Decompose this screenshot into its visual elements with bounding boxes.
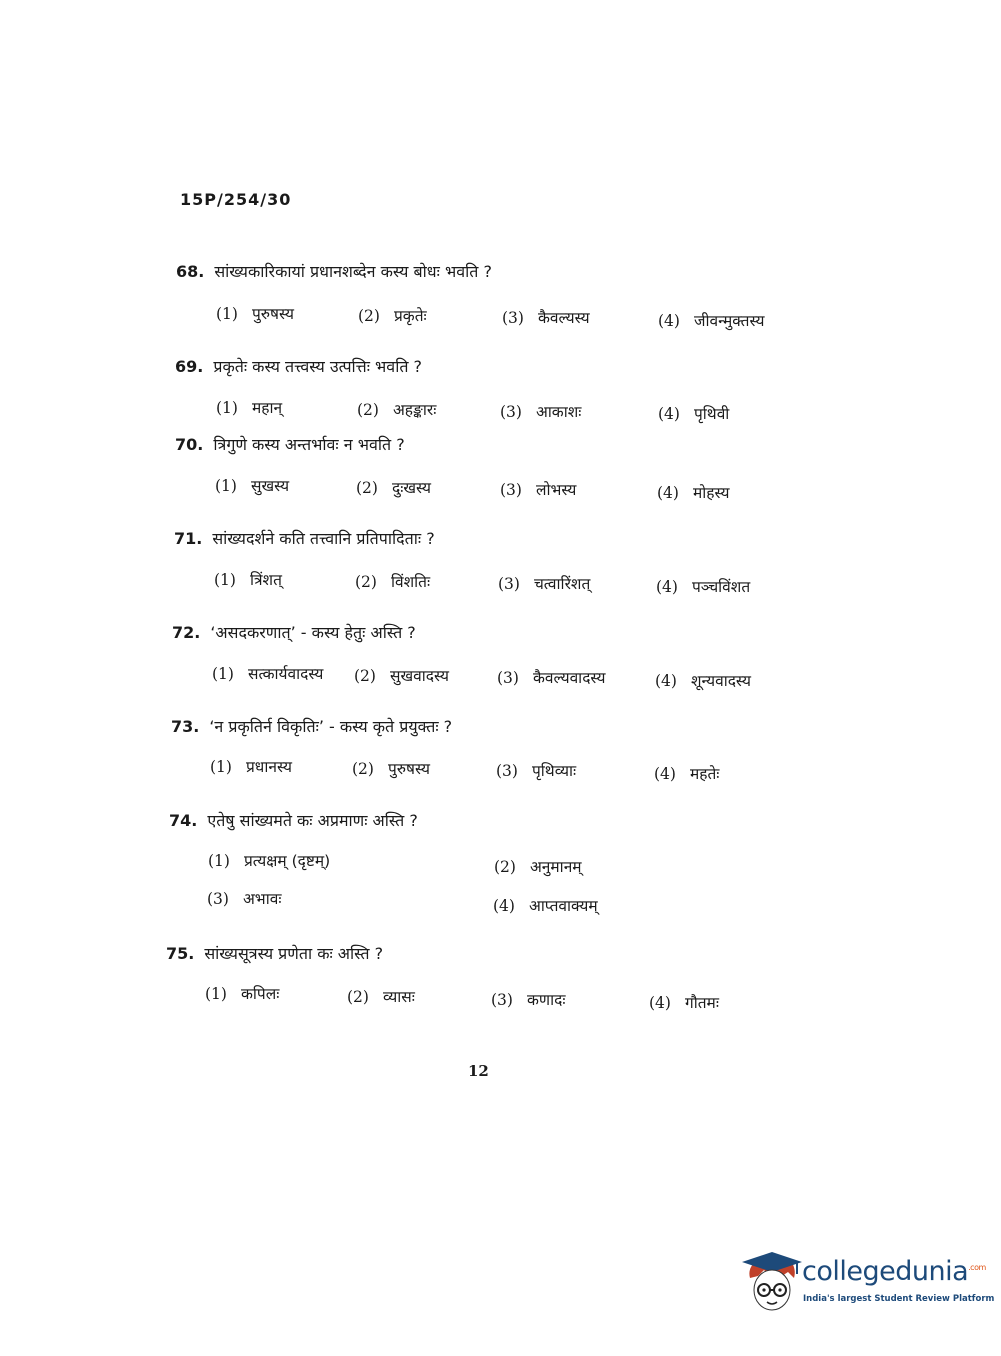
option-1 [205, 982, 279, 1004]
option-text: पुरुषस्य [251, 305, 295, 323]
question-body: सांख्यसूत्रस्य प्रणेता कः अस्ति ? [204, 944, 384, 963]
option-2 [347, 985, 415, 1007]
question-body: ‘न प्रकृतिर्न विकृतिः’ - कस्य कृते प्रयुक्तः ? [209, 717, 453, 736]
option-3 [500, 478, 576, 500]
question-number: 71. [174, 529, 203, 548]
option-number: (1) [214, 571, 236, 589]
option-text: दुःखस्य [391, 479, 432, 497]
option-3 [498, 572, 590, 594]
option-number: (1) [212, 665, 234, 683]
option-text: लोभस्य [535, 481, 577, 499]
paper-code: 15P/254/30 [180, 190, 292, 209]
option-number: (2) [358, 307, 380, 325]
option-number: (4) [658, 312, 680, 330]
option-number: (3) [497, 669, 519, 687]
option-1 [212, 662, 323, 684]
brand-suffix: .com [968, 1263, 986, 1272]
option-3 [497, 666, 605, 688]
question-body: ‘असदकरणात्’ - कस्य हेतुः अस्ति ? [210, 623, 416, 642]
option-number: (1) [205, 985, 227, 1003]
option-number: (2) [356, 479, 378, 497]
option-text: सत्कार्यवादस्य [247, 665, 324, 683]
option-text: चत्वारिंशत् [533, 575, 591, 593]
option-2 [357, 398, 436, 420]
option-1 [214, 568, 282, 590]
question-number: 69. [175, 357, 204, 376]
option-2 [352, 757, 430, 779]
question-number: 74. [169, 811, 198, 830]
question-text [169, 809, 418, 831]
option-text: मोहस्य [692, 484, 730, 502]
option-text: आप्तवाक्यम् [528, 897, 598, 915]
question-number: 75. [166, 944, 195, 963]
option-number: (3) [207, 890, 229, 908]
option-number: (1) [215, 477, 237, 495]
option-4 [658, 309, 764, 331]
option-text: महान् [251, 399, 283, 417]
question-text [171, 715, 452, 737]
option-number: (2) [355, 573, 377, 591]
option-2 [355, 570, 430, 592]
question-text [175, 355, 422, 377]
option-number: (3) [500, 403, 522, 421]
option-2 [494, 855, 582, 877]
option-number: (2) [494, 858, 516, 876]
option-3 [502, 306, 590, 328]
question-number: 72. [172, 623, 201, 642]
page-number: 12 [468, 1062, 489, 1080]
question-body: सांख्यदर्शने कति तत्त्वानि प्रतिपादिताः ? [212, 529, 435, 548]
option-number: (4) [649, 994, 671, 1012]
option-text: अहङ्कारः [392, 401, 437, 419]
brand-tagline: India's largest Student Review Platform [803, 1294, 995, 1304]
option-number: (2) [352, 760, 374, 778]
option-text: प्रकृतेः [393, 307, 427, 325]
option-number: (2) [354, 667, 376, 685]
option-number: (4) [654, 765, 676, 783]
question-text [175, 433, 405, 455]
question-text [174, 527, 435, 549]
option-text: व्यासः [382, 988, 415, 1006]
option-number: (1) [216, 399, 238, 417]
option-4 [656, 575, 750, 597]
option-text: सुखवादस्य [389, 667, 450, 685]
question-body: प्रकृतेः कस्य तत्त्वस्य उत्पत्तिः भवति ? [213, 357, 423, 376]
option-2 [358, 304, 427, 326]
option-1 [215, 474, 289, 496]
option-1 [216, 396, 282, 418]
option-4 [657, 481, 730, 503]
option-number: (1) [208, 852, 230, 870]
option-4 [658, 402, 729, 424]
option-number: (4) [493, 897, 515, 915]
option-text: सुखस्य [250, 477, 290, 495]
option-text: गौतमः [684, 994, 719, 1012]
option-text: पुरुषस्य [387, 760, 431, 778]
option-4 [493, 894, 598, 916]
brand-wordmark: collegedunia [802, 1256, 969, 1287]
option-text: पञ्चविंशत [691, 578, 751, 596]
question-body: त्रिगुणे कस्य अन्तर्भावः न भवति ? [213, 435, 405, 454]
option-number: (3) [498, 575, 520, 593]
option-4 [655, 669, 751, 691]
option-number: (3) [502, 309, 524, 327]
option-text: त्रिंशत् [249, 571, 282, 589]
student-mascot-icon [742, 1250, 804, 1316]
option-text: पृथिव्याः [531, 762, 577, 780]
question-text [166, 942, 383, 964]
option-1 [210, 755, 292, 777]
question-text [176, 260, 492, 282]
option-text: कैवल्यवादस्य [532, 669, 606, 687]
option-3 [496, 759, 576, 781]
option-1 [216, 302, 294, 324]
option-text: अभावः [242, 890, 282, 908]
option-3 [207, 887, 281, 909]
option-number: (3) [496, 762, 518, 780]
question-number: 73. [171, 717, 200, 736]
question-body: सांख्यकारिकायां प्रधानशब्देन कस्य बोधः भवति ? [214, 262, 492, 281]
option-text: कैवल्यस्य [537, 309, 590, 327]
option-number: (4) [658, 405, 680, 423]
option-text: कणादः [526, 991, 566, 1009]
brand-name [802, 1256, 986, 1287]
option-text: कपिलः [240, 985, 280, 1003]
option-text: जीवन्मुक्तस्य [693, 312, 765, 330]
option-text: अनुमानम् [529, 858, 582, 876]
option-3 [491, 988, 565, 1010]
question-body: एतेषु सांख्यमते कः अप्रमाणः अस्ति ? [207, 811, 418, 830]
option-4 [649, 991, 719, 1013]
option-2 [356, 476, 431, 498]
option-number: (4) [656, 578, 678, 596]
option-text: आकाशः [535, 403, 582, 421]
collegedunia-watermark [742, 1250, 995, 1316]
option-4 [654, 762, 719, 784]
option-text: प्रत्यक्षम् (दृष्टम्) [243, 852, 331, 870]
option-number: (1) [216, 305, 238, 323]
option-number: (3) [500, 481, 522, 499]
option-text: विंशतिः [390, 573, 431, 591]
option-text: शून्यवादस्य [690, 672, 751, 690]
option-number: (4) [655, 672, 677, 690]
option-number: (4) [657, 484, 679, 502]
option-number: (3) [491, 991, 513, 1009]
option-3 [500, 400, 581, 422]
question-number: 68. [176, 262, 205, 281]
option-text: पृथिवी [693, 405, 730, 423]
option-text: महतेः [689, 765, 720, 783]
option-text: प्रधानस्य [245, 758, 292, 776]
option-2 [354, 664, 449, 686]
option-number: (1) [210, 758, 232, 776]
option-number: (2) [347, 988, 369, 1006]
option-1 [208, 849, 330, 871]
option-number: (2) [357, 401, 379, 419]
question-text [172, 621, 416, 643]
question-number: 70. [175, 435, 204, 454]
